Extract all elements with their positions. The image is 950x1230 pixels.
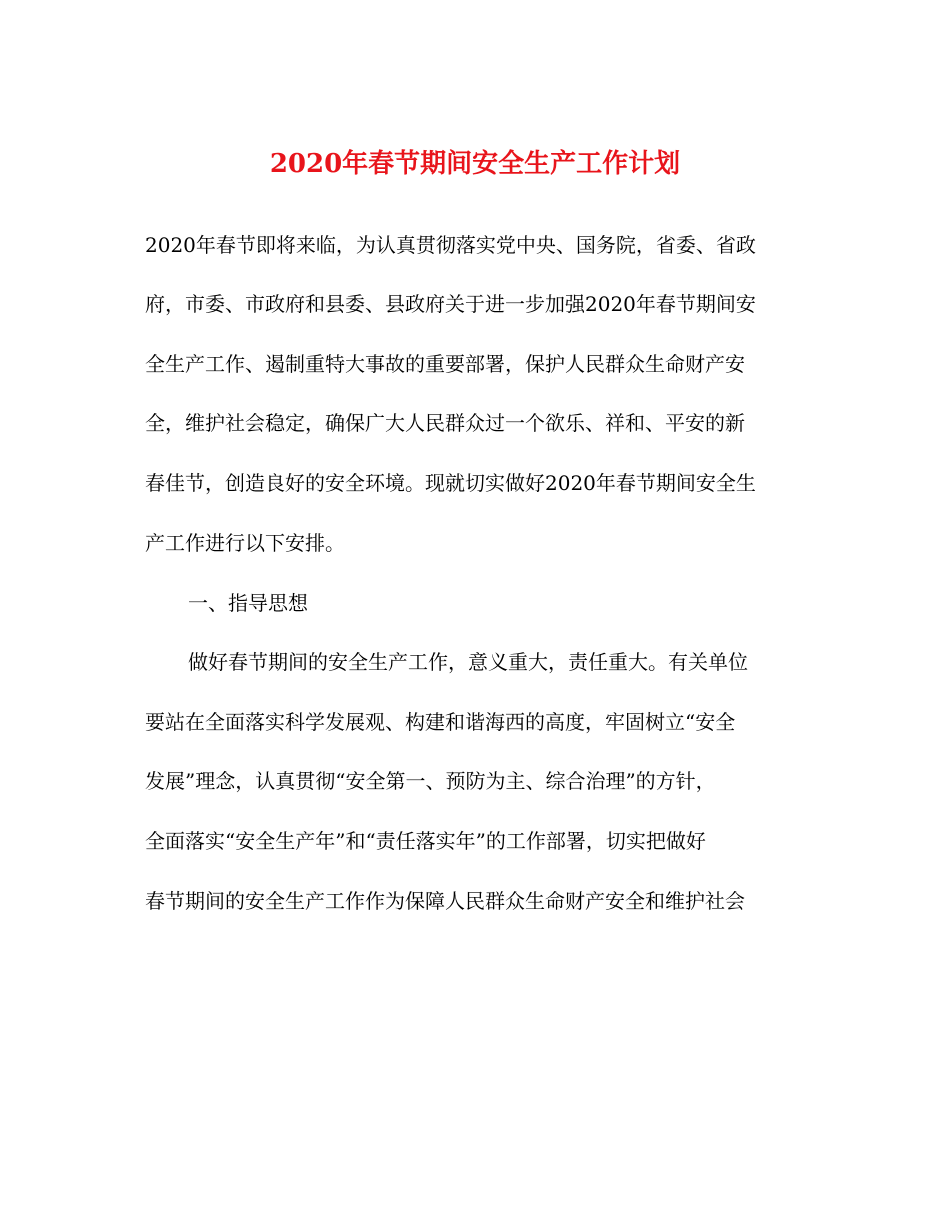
body-line-12: 春节期间的安全生产工作作为保障人民群众生命财产安全和维护社会 (145, 889, 745, 913)
body-line-2: 府，市委、市政府和县委、县政府关于进一步加强2020年春节期间安 (145, 292, 756, 316)
document-title: 2020年春节期间安全生产工作计划 (269, 149, 681, 179)
body-line-9: 要站在全面落实科学发展观、构建和谐海西的高度，牢固树立“安全 (145, 710, 736, 734)
section-heading: 一、指导思想 (188, 591, 308, 615)
body-line-10: 发展”理念，认真贯彻“安全第一、预防为主、综合治理”的方针， (145, 769, 716, 793)
body-line-1: 2020年春节即将来临，为认真贯彻落实党中央、国务院，省委、省政 (145, 233, 756, 257)
body-line-11: 全面落实“安全生产年”和“责任落实年”的工作部署，切实把做好 (145, 829, 706, 853)
body-line-3: 全生产工作、遏制重特大事故的重要部署，保护人民群众生命财产安 (145, 352, 745, 376)
body-line-5: 春佳节，创造良好的安全环境。现就切实做好2020年春节期间安全生 (145, 471, 756, 495)
body-line-4: 全，维护社会稳定，确保广大人民群众过一个欲乐、祥和、平安的新 (145, 411, 745, 435)
body-line-6: 产工作进行以下安排。 (145, 531, 345, 555)
body-line-8: 做好春节期间的安全生产工作，意义重大，责任重大。有关单位 (188, 650, 748, 674)
